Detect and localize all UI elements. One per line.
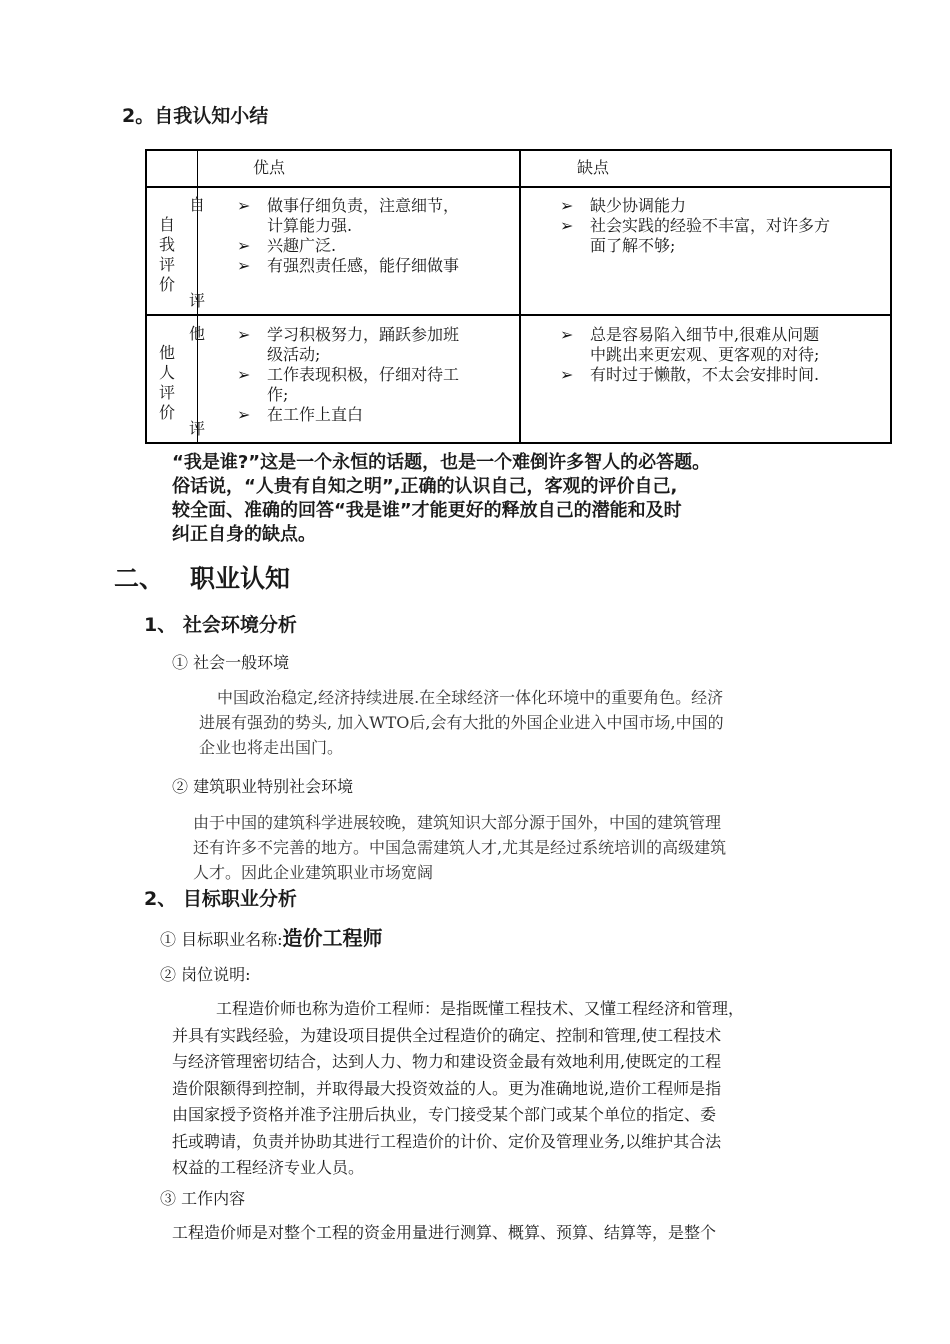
bullet-arrow-icon: ➢ (237, 196, 251, 215)
table-divider (519, 151, 521, 442)
header-cons: 缺点 (577, 158, 610, 177)
row-label-overlay: 评 (189, 419, 206, 438)
construction-env-paragraph: 由于中国的建筑科学进展较晚，建筑知识大部分源于国外，中国的建筑管理 还有许多不完善的地方。中国急需建筑人才,尤其是经过系统培训的高级建筑 人才。因此企业建筑职业市场宽阔 (193, 813, 727, 882)
bullet-arrow-icon: ➢ (560, 196, 574, 215)
row-label-overlay: 评 (189, 291, 206, 310)
self-evaluation-table: 优点 缺点 自 我 评 价 自 评 ➢ 做事仔细负责，注意细节， 计算能力强. ➢ 兴趣广泛. ➢ 有强烈责任感，能仔细做事 ➢ 缺少协调能力 ➢ 社会实践的经验不丰富，对许多方 面了解不够; 他 人 评 价 他 评 ➢ 学习积极努力，踊跃参加班 级活动; ➢ 工作表现积极，仔细对待工 作; ➢ 在工作上直白 ➢ 总是容易陷入细节中,很难从问题 中跳出来更宏观、更客观的对待; ➢ 有时过于懒散，不太会安排时间. (145, 149, 892, 444)
section-number: 二、 (114, 564, 165, 593)
row-label-self: 自 我 评 价 (159, 215, 176, 294)
quote-paragraph: “我是谁?”这是一个永恒的话题，也是一个难倒许多智人的必答题。 俗话说，“人贵有自知之明”,正确的认识自己，客观的评价自己, 较全面、准确的回答“我是谁”才能更好的释放自己的潜能和及时 纠正自身的缺点。 (172, 452, 711, 545)
duty-paragraph: 工程造价师也称为造价工程师：是指既懂工程技术、又懂工程经济和管理， 并具有实践经验，为建设项目提供全过程造价的确定、控制和管理,使工程技术 与经济管理密切结合，达到人力、物力和建设资金最有效地利用,使既定的工程 造价限额得到控制，并取得最大投资效益的人。更为准确地说,造价工程师是指 由国家授予资格并准予注册后执业，专门接受某个部门或某个单位的指定、委 托或聘请，负责并协助其进行工程造价的计价、定价及管理业务,以维护其合法 权益的工程经济专业人员。 (172, 999, 745, 1177)
table-divider (147, 186, 890, 188)
section-title: 职业认知 (190, 564, 291, 593)
header-pros: 优点 (253, 158, 286, 177)
social-heading: 1、 社会环境分析 (144, 614, 297, 636)
table-divider (197, 188, 198, 442)
bullet-arrow-icon: ➢ (237, 236, 251, 255)
target-name-line: ① 目标职业名称:造价工程师 (160, 926, 383, 950)
work-heading: ③ 工作内容 (160, 1189, 246, 1208)
bullet-arrow-icon: ➢ (237, 325, 251, 344)
bullet-arrow-icon: ➢ (237, 365, 251, 384)
duty-heading: ② 岗位说明: (160, 965, 251, 984)
general-env-heading: ① 社会一般环境 (172, 653, 290, 672)
bullet-arrow-icon: ➢ (237, 256, 251, 275)
bullet-arrow-icon: ➢ (560, 325, 574, 344)
table-divider (197, 151, 198, 187)
row-label-others: 他 人 评 价 (159, 343, 176, 422)
construction-env-heading: ② 建筑职业特别社会环境 (172, 777, 354, 796)
bullet-arrow-icon: ➢ (237, 405, 251, 424)
table-divider (147, 314, 890, 316)
row-label-overlay: 自 (189, 195, 206, 214)
bullet-arrow-icon: ➢ (560, 216, 574, 235)
work-paragraph: 工程造价师是对整个工程的资金用量进行测算、概算、预算、结算等，是整个 (172, 1223, 717, 1242)
general-env-paragraph: 中国政治稳定,经济持续进展.在全球经济一体化环境中的重要角色。经济 进展有强劲的势头, 加入WTO后,会有大批的外国企业进入中国市场,中国的 企业也将走出国门。 (199, 688, 724, 757)
self-summary-heading: 2。自我认知小结 (122, 105, 269, 127)
bullet-arrow-icon: ➢ (560, 365, 574, 384)
row-label-overlay: 他 (189, 324, 206, 343)
target-heading: 2、 目标职业分析 (144, 888, 297, 910)
